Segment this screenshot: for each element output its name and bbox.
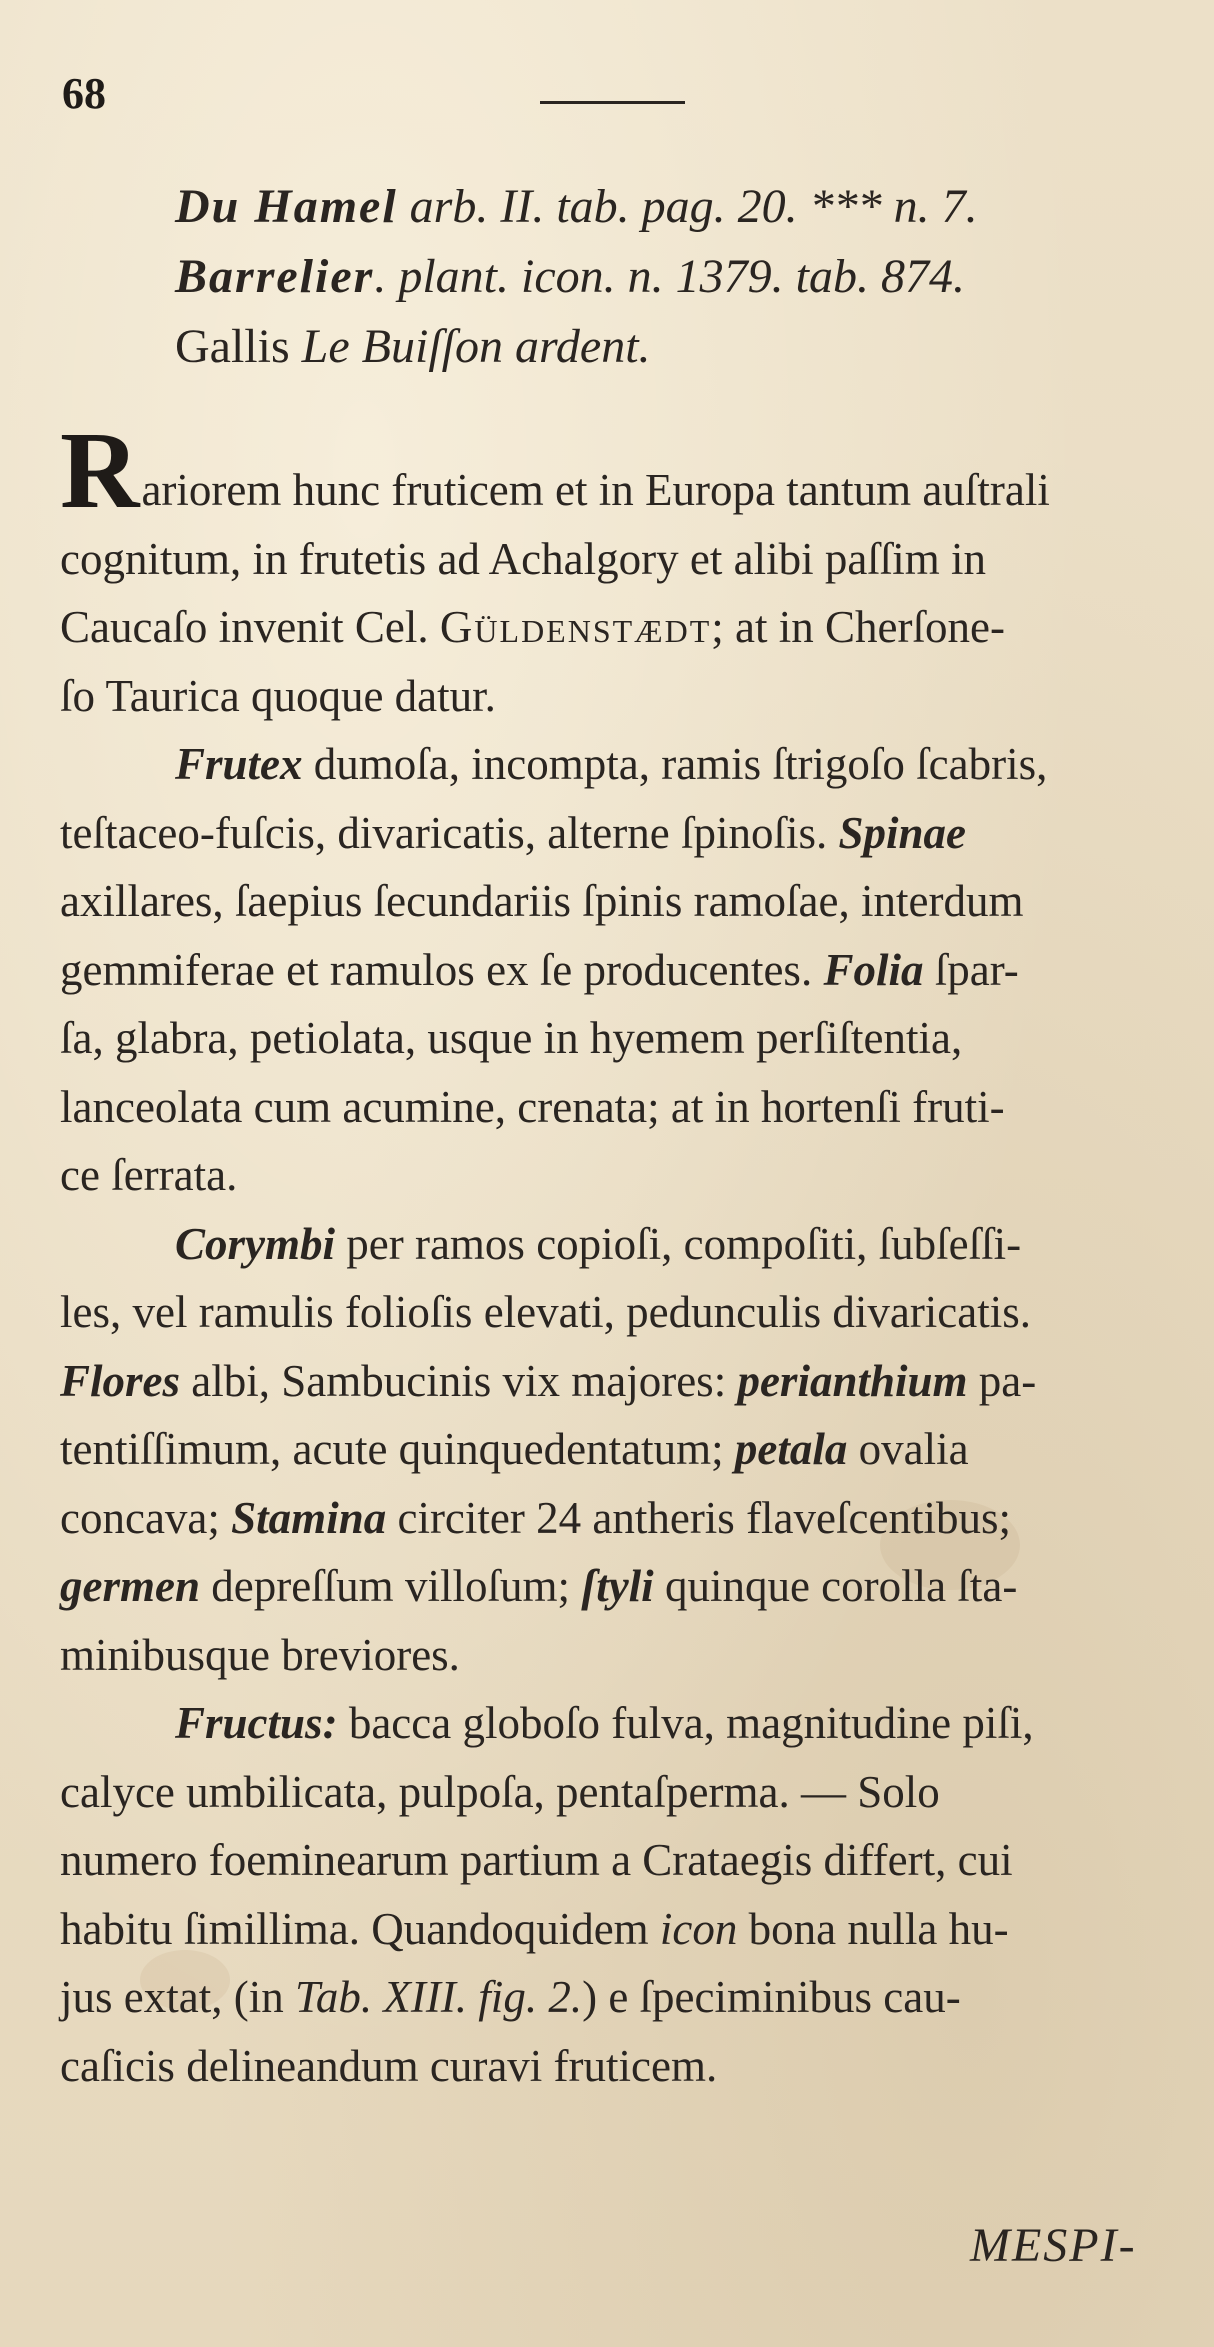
text-line — [60, 1347, 1180, 1416]
text-line — [60, 593, 1180, 662]
term: Corymbi — [175, 1218, 336, 1269]
text-span: circiter 24 antheris flaveſcentibus; — [386, 1492, 1011, 1543]
text-line — [60, 1552, 1180, 1621]
header-rule — [540, 101, 685, 104]
citation-prefix: Gallis — [175, 320, 302, 373]
text-span: ſpar- — [923, 944, 1019, 995]
citation-line — [175, 242, 1185, 312]
text-span: ; at in Cherſone- — [711, 602, 1005, 652]
term: Folia — [823, 944, 924, 995]
term: icon — [659, 1903, 738, 1954]
text-line — [60, 1895, 1180, 1964]
text-line — [60, 409, 1180, 531]
term: ſtyli — [581, 1561, 654, 1611]
term: Frutex — [175, 739, 303, 789]
text-span: jus extat, (in — [60, 1972, 295, 2022]
text-line: minibusque breviores. — [60, 1629, 460, 1680]
text-span: ovalia — [847, 1424, 969, 1474]
text-span: pa- — [967, 1355, 1037, 1406]
text-line — [60, 799, 1180, 868]
text-span: bacca globoſo fulva, magnitudine piſi, — [337, 1698, 1034, 1748]
text-line: les, vel ramulis folioſis elevati, pedunculis divaricatis. — [60, 1287, 1032, 1337]
term: Fructus: — [175, 1698, 338, 1748]
citation-author: Du Hamel — [175, 180, 398, 233]
text-line — [60, 936, 1180, 1005]
text-line: axillares, ſaepius ſecundariis ſpinis ramoſae, interdum — [60, 876, 1024, 926]
citation-author: Barrelier — [175, 250, 375, 303]
citation-reference: arb. II. tab. pag. 20. *** n. 7. — [397, 180, 978, 233]
text-span: concava; — [60, 1492, 232, 1543]
citation-line — [175, 312, 1185, 382]
text-line: lanceolata cum acumine, crenata; at in hortenſi fruti- — [60, 1081, 1005, 1132]
text-span: quinque corolla ſta- — [653, 1561, 1018, 1611]
catchword: MESPI- — [970, 2219, 1137, 2272]
text-span: albi, Sambucinis vix majores: — [180, 1355, 738, 1406]
page-number: 68 — [62, 69, 106, 118]
page-header — [62, 68, 1162, 128]
text-line: ſa, glabra, petiolata, usque in hyemem perſiſtentia, — [60, 1013, 963, 1063]
text-span: tentiſſimum, acute quinquedentatum; — [60, 1424, 735, 1474]
text-line — [60, 1484, 1180, 1553]
text-span: teſtaceo-fuſcis, divaricatis, alterne ſpinoſis. — [60, 807, 839, 858]
text-span: bona nulla hu- — [737, 1903, 1009, 1954]
text-line — [60, 1689, 1180, 1758]
citation-line — [175, 172, 1185, 242]
text-line — [60, 1963, 1180, 2032]
text-line: ce ſerrata. — [60, 1150, 238, 1200]
citation-reference: . plant. icon. n. 1379. tab. 874. — [374, 250, 965, 303]
text-line: caſicis delineandum curavi fruticem. — [60, 2040, 718, 2091]
text-span: Caucaſo invenit Cel. — [60, 602, 440, 652]
citation-block — [175, 172, 1185, 382]
drop-cap: R — [60, 409, 140, 531]
text-line — [60, 1415, 1180, 1484]
common-name: Le Buiſſon ardent. — [301, 320, 651, 373]
body-text — [60, 409, 1180, 2100]
term: perianthium — [737, 1355, 968, 1406]
text-line: cognitum, in frutetis ad Achalgory et alibi paſſim in — [60, 533, 987, 584]
term: Flores — [60, 1355, 181, 1406]
text-span: ) e ſpeciminibus cau- — [582, 1972, 961, 2022]
author-name: Güldenstædt — [439, 602, 712, 652]
text-line — [60, 1210, 1180, 1279]
figure-reference: Tab. XIII. fig. 2. — [294, 1972, 583, 2022]
text-line: numero foeminearum partium a Crataegis differt, cui — [60, 1835, 1013, 1885]
text-span: ariorem hunc fruticem et in Europa tantum auſtrali — [141, 465, 1050, 515]
term: germen — [60, 1561, 200, 1611]
text-span: depreſſum villoſum; — [200, 1561, 582, 1611]
text-line — [60, 730, 1180, 799]
text-span: per ramos copioſi, compoſiti, ſubſeſſi- — [335, 1218, 1022, 1269]
text-line: ſo Taurica quoque datur. — [60, 670, 496, 721]
text-span: gemmiferae et ramulos ex ſe producentes. — [60, 944, 824, 995]
term: petala — [734, 1424, 848, 1474]
text-span: dumoſa, incompta, ramis ſtrigoſo ſcabris, — [302, 739, 1048, 789]
text-line: calyce umbilicata, pulpoſa, pentaſperma. — Solo — [60, 1766, 940, 1817]
term: Spinae — [838, 807, 967, 858]
term: Stamina — [231, 1492, 387, 1543]
text-span: habitu ſimillima. Quandoquidem — [60, 1903, 660, 1954]
